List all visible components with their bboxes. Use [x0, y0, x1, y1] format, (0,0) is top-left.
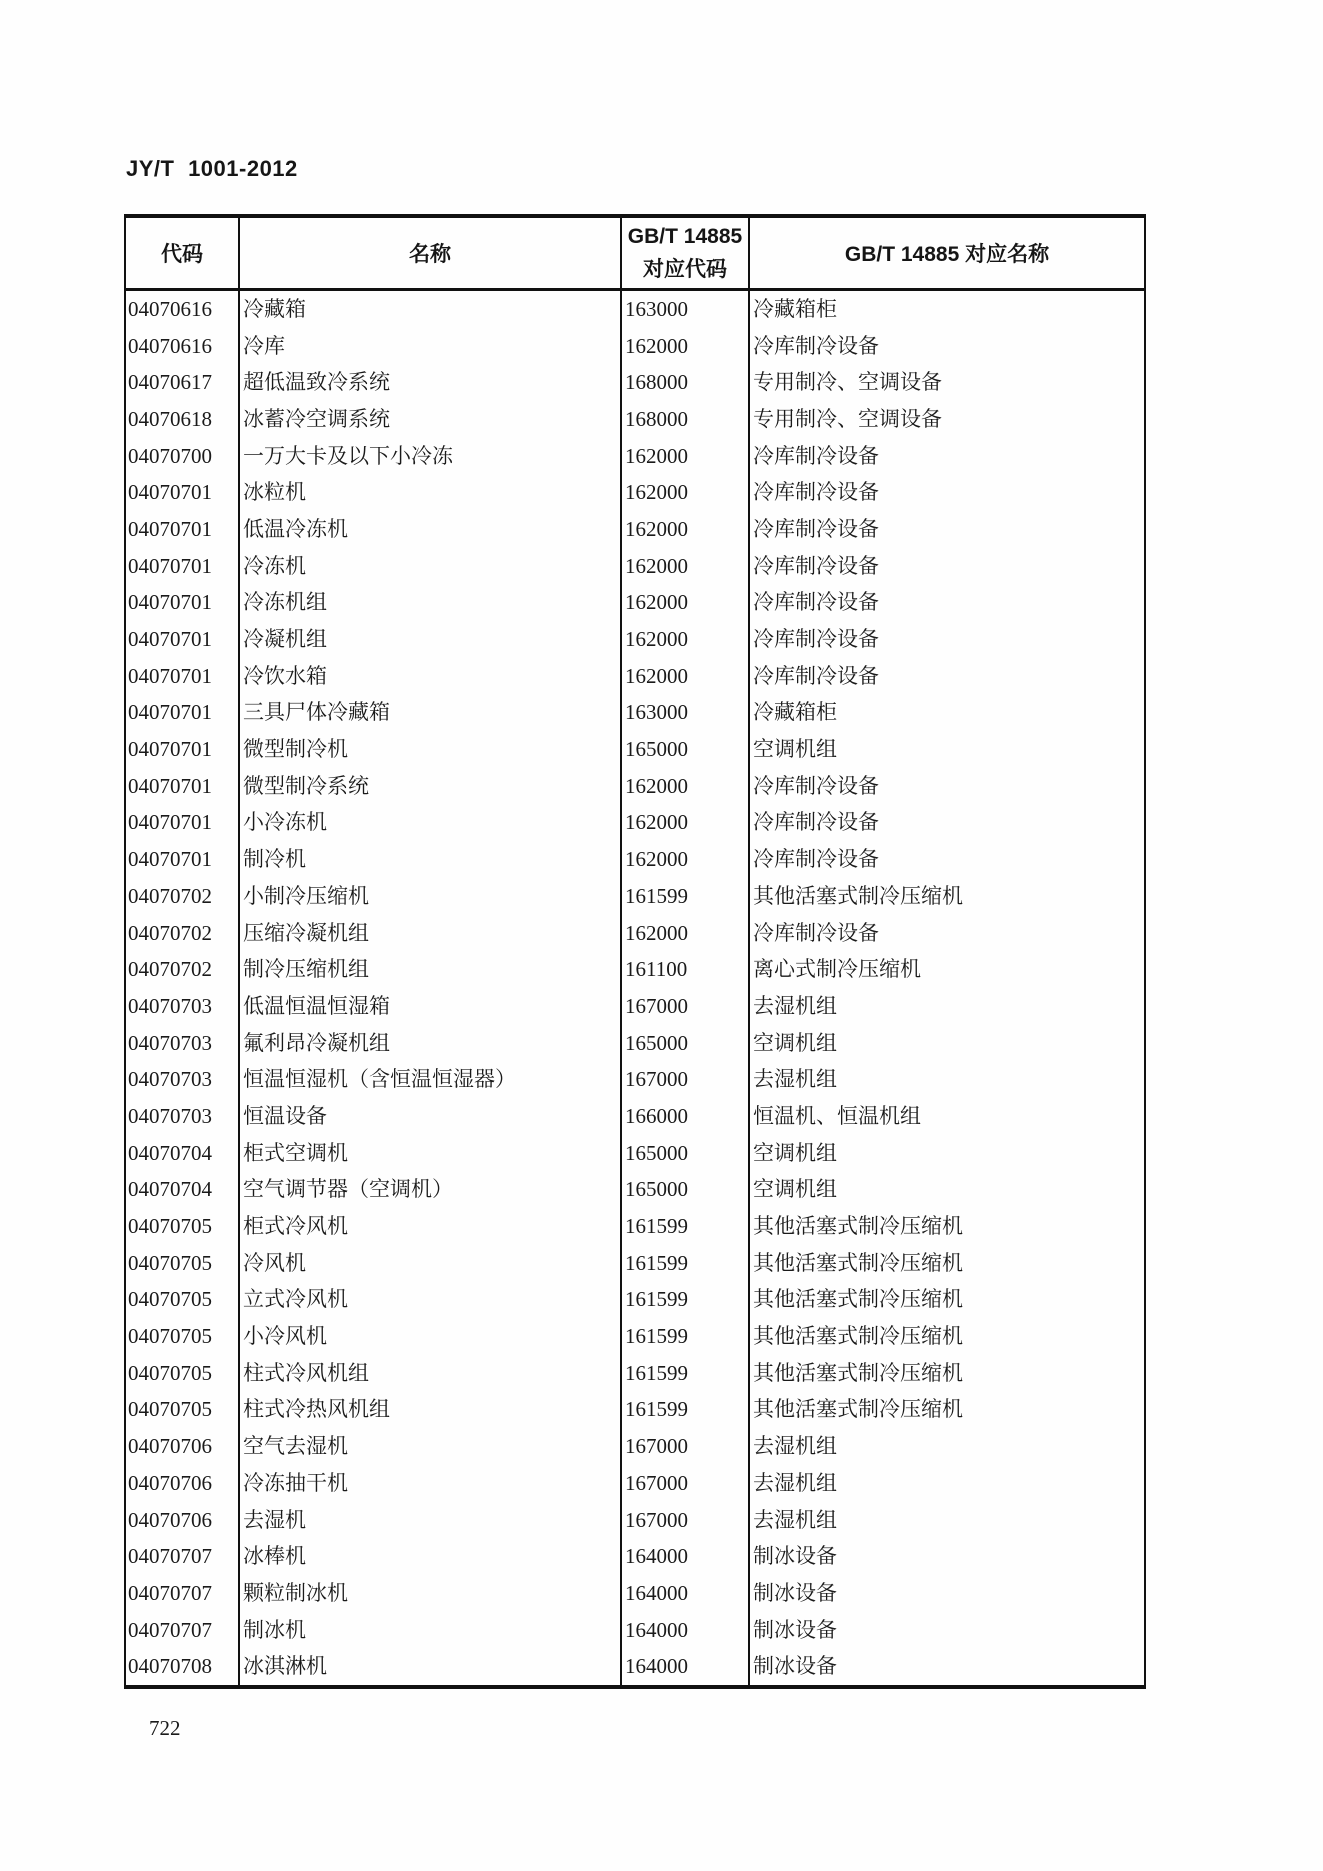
cell-gbt-code: 164000 — [621, 1648, 749, 1687]
cell-gbt-code: 161599 — [621, 1318, 749, 1355]
cell-gbt-code: 164000 — [621, 1575, 749, 1612]
cell-code: 04070701 — [128, 590, 212, 615]
cell-gbt-name: 冷藏箱柜 — [749, 290, 1145, 328]
cell-code: 04070701 — [128, 627, 212, 652]
table-row — [125, 1245, 1145, 1282]
cell-name: 小制冷压缩机 — [239, 878, 621, 915]
cell-gbt-code: 162000 — [621, 805, 749, 842]
cell-name: 冰粒机 — [239, 474, 621, 511]
table-row — [125, 585, 1145, 622]
cell-code: 04070708 — [128, 1654, 212, 1679]
cell-gbt-code: 167000 — [621, 1465, 749, 1502]
cell-gbt-code: 168000 — [621, 401, 749, 438]
cell-gbt-name: 去湿机组 — [749, 988, 1145, 1025]
cell-gbt-code: 162000 — [621, 585, 749, 622]
table-row — [125, 841, 1145, 878]
table-row — [125, 768, 1145, 805]
table-row — [125, 1172, 1145, 1209]
cell-name: 微型制冷机 — [239, 731, 621, 768]
cell-code: 04070701 — [128, 553, 212, 578]
cell-gbt-name: 其他活塞式制冷压缩机 — [749, 878, 1145, 915]
header-code: 代码 — [125, 216, 239, 290]
cell-gbt-code: 165000 — [621, 1025, 749, 1062]
cell-name: 制冷压缩机组 — [239, 951, 621, 988]
cell-name: 冷冻机组 — [239, 585, 621, 622]
table-row — [125, 364, 1145, 401]
cell-gbt-code: 167000 — [621, 1061, 749, 1098]
cell-name: 制冰机 — [239, 1612, 621, 1649]
table-row — [125, 805, 1145, 842]
cell-gbt-code: 162000 — [621, 474, 749, 511]
cell-gbt-name: 制冰设备 — [749, 1575, 1145, 1612]
cell-name: 恒温恒湿机（含恒温恒湿器） — [239, 1061, 621, 1098]
table-row — [125, 1135, 1145, 1172]
cell-gbt-code: 162000 — [621, 768, 749, 805]
cell-name: 小冷风机 — [239, 1318, 621, 1355]
cell-gbt-name: 恒温机、恒温机组 — [749, 1098, 1145, 1135]
cell-name: 冷冻机 — [239, 548, 621, 585]
table-row — [125, 1025, 1145, 1062]
cell-code: 04070702 — [128, 920, 212, 945]
cell-code: 04070705 — [128, 1360, 212, 1385]
cell-gbt-name: 冷库制冷设备 — [749, 548, 1145, 585]
table-row — [125, 401, 1145, 438]
cell-gbt-code: 163000 — [621, 695, 749, 732]
cell-gbt-name: 离心式制冷压缩机 — [749, 951, 1145, 988]
cell-gbt-name: 去湿机组 — [749, 1465, 1145, 1502]
cell-name: 超低温致冷系统 — [239, 364, 621, 401]
cell-code: 04070704 — [128, 1177, 212, 1202]
cell-code: 04070616 — [128, 296, 212, 321]
cell-gbt-name: 空调机组 — [749, 1025, 1145, 1062]
table-row — [125, 1575, 1145, 1612]
header-gbt-code-line2: 对应代码 — [643, 258, 727, 281]
cell-code: 04070701 — [128, 847, 212, 872]
cell-code: 04070706 — [128, 1470, 212, 1495]
table-row — [125, 915, 1145, 952]
cell-gbt-name: 冷库制冷设备 — [749, 585, 1145, 622]
cell-code: 04070707 — [128, 1617, 212, 1642]
cell-gbt-code: 165000 — [621, 731, 749, 768]
cell-code: 04070618 — [128, 406, 212, 431]
cell-gbt-name: 专用制冷、空调设备 — [749, 401, 1145, 438]
cell-gbt-code: 167000 — [621, 1428, 749, 1465]
table-row — [125, 1061, 1145, 1098]
cell-name: 柜式空调机 — [239, 1135, 621, 1172]
cell-gbt-code: 161599 — [621, 1355, 749, 1392]
table-row — [125, 951, 1145, 988]
cell-code: 04070702 — [128, 883, 212, 908]
cell-gbt-name: 冷库制冷设备 — [749, 658, 1145, 695]
header-gbt-name: GB/T 14885 对应名称 — [749, 216, 1145, 290]
cell-name: 冰棒机 — [239, 1538, 621, 1575]
cell-gbt-name: 冷库制冷设备 — [749, 328, 1145, 365]
cell-code: 04070705 — [128, 1214, 212, 1239]
cell-name: 冷饮水箱 — [239, 658, 621, 695]
table-row — [125, 988, 1145, 1025]
cell-code: 04070705 — [128, 1287, 212, 1312]
cell-name: 冷冻抽干机 — [239, 1465, 621, 1502]
cell-code: 04070701 — [128, 773, 212, 798]
cell-gbt-code: 167000 — [621, 1502, 749, 1539]
table-row — [125, 511, 1145, 548]
cell-code: 04070706 — [128, 1507, 212, 1532]
cell-name: 制冷机 — [239, 841, 621, 878]
cell-gbt-name: 专用制冷、空调设备 — [749, 364, 1145, 401]
cell-code: 04070701 — [128, 700, 212, 725]
cell-code: 04070705 — [128, 1397, 212, 1422]
cell-name: 恒温设备 — [239, 1098, 621, 1135]
cell-gbt-name: 其他活塞式制冷压缩机 — [749, 1318, 1145, 1355]
cell-code: 04070704 — [128, 1140, 212, 1165]
cell-code: 04070705 — [128, 1324, 212, 1349]
cell-name: 冷藏箱 — [239, 290, 621, 328]
cell-name: 压缩冷凝机组 — [239, 915, 621, 952]
table-row — [125, 1538, 1145, 1575]
cell-gbt-name: 其他活塞式制冷压缩机 — [749, 1245, 1145, 1282]
header-name: 名称 — [239, 216, 621, 290]
cell-name: 冷风机 — [239, 1245, 621, 1282]
table-row — [125, 1465, 1145, 1502]
cell-code: 04070707 — [128, 1580, 212, 1605]
cell-code: 04070706 — [128, 1434, 212, 1459]
cell-gbt-name: 冷库制冷设备 — [749, 915, 1145, 952]
cell-gbt-code: 167000 — [621, 988, 749, 1025]
cell-gbt-name: 冷库制冷设备 — [749, 768, 1145, 805]
cell-gbt-code: 161599 — [621, 1245, 749, 1282]
cell-gbt-name: 冷藏箱柜 — [749, 695, 1145, 732]
page-number: 722 — [149, 1716, 181, 1740]
cell-gbt-code: 166000 — [621, 1098, 749, 1135]
cell-code: 04070701 — [128, 480, 212, 505]
cell-gbt-name: 去湿机组 — [749, 1428, 1145, 1465]
cell-gbt-code: 162000 — [621, 328, 749, 365]
cell-gbt-name: 其他活塞式制冷压缩机 — [749, 1282, 1145, 1319]
cell-gbt-code: 164000 — [621, 1612, 749, 1649]
cell-gbt-code: 161599 — [621, 878, 749, 915]
cell-gbt-code: 165000 — [621, 1135, 749, 1172]
cell-gbt-code: 161100 — [621, 951, 749, 988]
cell-gbt-name: 空调机组 — [749, 1135, 1145, 1172]
table-row — [125, 658, 1145, 695]
cell-name: 微型制冷系统 — [239, 768, 621, 805]
header-gbt-code-line1: GB/T 14885 — [627, 225, 743, 248]
cell-gbt-name: 冷库制冷设备 — [749, 621, 1145, 658]
table-body — [125, 290, 1145, 1688]
table-row — [125, 1502, 1145, 1539]
cell-name: 冰蓄冷空调系统 — [239, 401, 621, 438]
cell-code: 04070701 — [128, 663, 212, 688]
table-row — [125, 621, 1145, 658]
cell-gbt-name: 制冰设备 — [749, 1538, 1145, 1575]
cell-code: 04070705 — [128, 1250, 212, 1275]
cell-code: 04070702 — [128, 957, 212, 982]
cell-gbt-name: 冷库制冷设备 — [749, 438, 1145, 475]
cell-code: 04070701 — [128, 737, 212, 762]
cell-name: 三具尸体冷藏箱 — [239, 695, 621, 732]
header-gbt-code — [621, 216, 749, 290]
cell-gbt-name: 去湿机组 — [749, 1061, 1145, 1098]
cell-gbt-code: 165000 — [621, 1172, 749, 1209]
table-row — [125, 548, 1145, 585]
cell-gbt-code: 162000 — [621, 915, 749, 952]
cell-name: 去湿机 — [239, 1502, 621, 1539]
cell-gbt-name: 空调机组 — [749, 1172, 1145, 1209]
cell-gbt-code: 162000 — [621, 841, 749, 878]
cell-gbt-name: 其他活塞式制冷压缩机 — [749, 1208, 1145, 1245]
cell-gbt-code: 162000 — [621, 658, 749, 695]
cell-code: 04070700 — [128, 443, 212, 468]
cell-code: 04070703 — [128, 1103, 212, 1128]
table-row — [125, 1318, 1145, 1355]
cell-name: 柱式冷热风机组 — [239, 1392, 621, 1429]
table-row — [125, 731, 1145, 768]
cell-gbt-name: 冷库制冷设备 — [749, 841, 1145, 878]
table-header — [125, 216, 1145, 290]
table-row — [125, 1208, 1145, 1245]
cell-gbt-name: 其他活塞式制冷压缩机 — [749, 1355, 1145, 1392]
cell-gbt-code: 162000 — [621, 621, 749, 658]
cell-gbt-name: 冷库制冷设备 — [749, 805, 1145, 842]
table-row — [125, 1355, 1145, 1392]
table-row — [125, 878, 1145, 915]
cell-code: 04070701 — [128, 516, 212, 541]
cell-gbt-code: 164000 — [621, 1538, 749, 1575]
cell-gbt-name: 空调机组 — [749, 731, 1145, 768]
cell-name: 颗粒制冰机 — [239, 1575, 621, 1612]
cell-name: 空气去湿机 — [239, 1428, 621, 1465]
cell-name: 冷凝机组 — [239, 621, 621, 658]
cell-code: 04070617 — [128, 370, 212, 395]
table-row — [125, 474, 1145, 511]
cell-name: 小冷冻机 — [239, 805, 621, 842]
table-row — [125, 328, 1145, 365]
cell-gbt-code: 162000 — [621, 511, 749, 548]
cell-code: 04070703 — [128, 993, 212, 1018]
table-row — [125, 290, 1145, 328]
table-row — [125, 1098, 1145, 1135]
cell-gbt-name: 去湿机组 — [749, 1502, 1145, 1539]
cell-name: 冰淇淋机 — [239, 1648, 621, 1687]
table-row — [125, 438, 1145, 475]
table-row — [125, 1428, 1145, 1465]
cell-name: 低温冷冻机 — [239, 511, 621, 548]
cell-name: 柜式冷风机 — [239, 1208, 621, 1245]
cell-code: 04070616 — [128, 333, 212, 358]
cell-gbt-code: 161599 — [621, 1208, 749, 1245]
cell-code: 04070707 — [128, 1544, 212, 1569]
standard-number: JY/T 1001-2012 — [126, 156, 298, 181]
cell-name: 氟利昂冷凝机组 — [239, 1025, 621, 1062]
cell-name: 一万大卡及以下小冷冻 — [239, 438, 621, 475]
cell-gbt-name: 制冰设备 — [749, 1648, 1145, 1687]
cell-code: 04070703 — [128, 1067, 212, 1092]
cell-gbt-code: 161599 — [621, 1392, 749, 1429]
cell-gbt-name: 制冰设备 — [749, 1612, 1145, 1649]
cell-name: 低温恒温恒湿箱 — [239, 988, 621, 1025]
table-row — [125, 1648, 1145, 1687]
cell-gbt-code: 168000 — [621, 364, 749, 401]
table-row — [125, 1392, 1145, 1429]
cell-name: 柱式冷风机组 — [239, 1355, 621, 1392]
cell-gbt-code: 161599 — [621, 1282, 749, 1319]
cell-gbt-code: 163000 — [621, 290, 749, 328]
cell-name: 立式冷风机 — [239, 1282, 621, 1319]
cell-gbt-code: 162000 — [621, 548, 749, 585]
cell-code: 04070703 — [128, 1030, 212, 1055]
table-row — [125, 1282, 1145, 1319]
code-mapping-table — [124, 214, 1146, 1689]
cell-code: 04070701 — [128, 810, 212, 835]
cell-gbt-name: 冷库制冷设备 — [749, 511, 1145, 548]
cell-name: 空气调节器（空调机） — [239, 1172, 621, 1209]
cell-gbt-code: 162000 — [621, 438, 749, 475]
cell-name: 冷库 — [239, 328, 621, 365]
table-header-row — [125, 216, 1145, 290]
table-row — [125, 695, 1145, 732]
cell-gbt-name: 其他活塞式制冷压缩机 — [749, 1392, 1145, 1429]
table-row — [125, 1612, 1145, 1649]
cell-gbt-name: 冷库制冷设备 — [749, 474, 1145, 511]
